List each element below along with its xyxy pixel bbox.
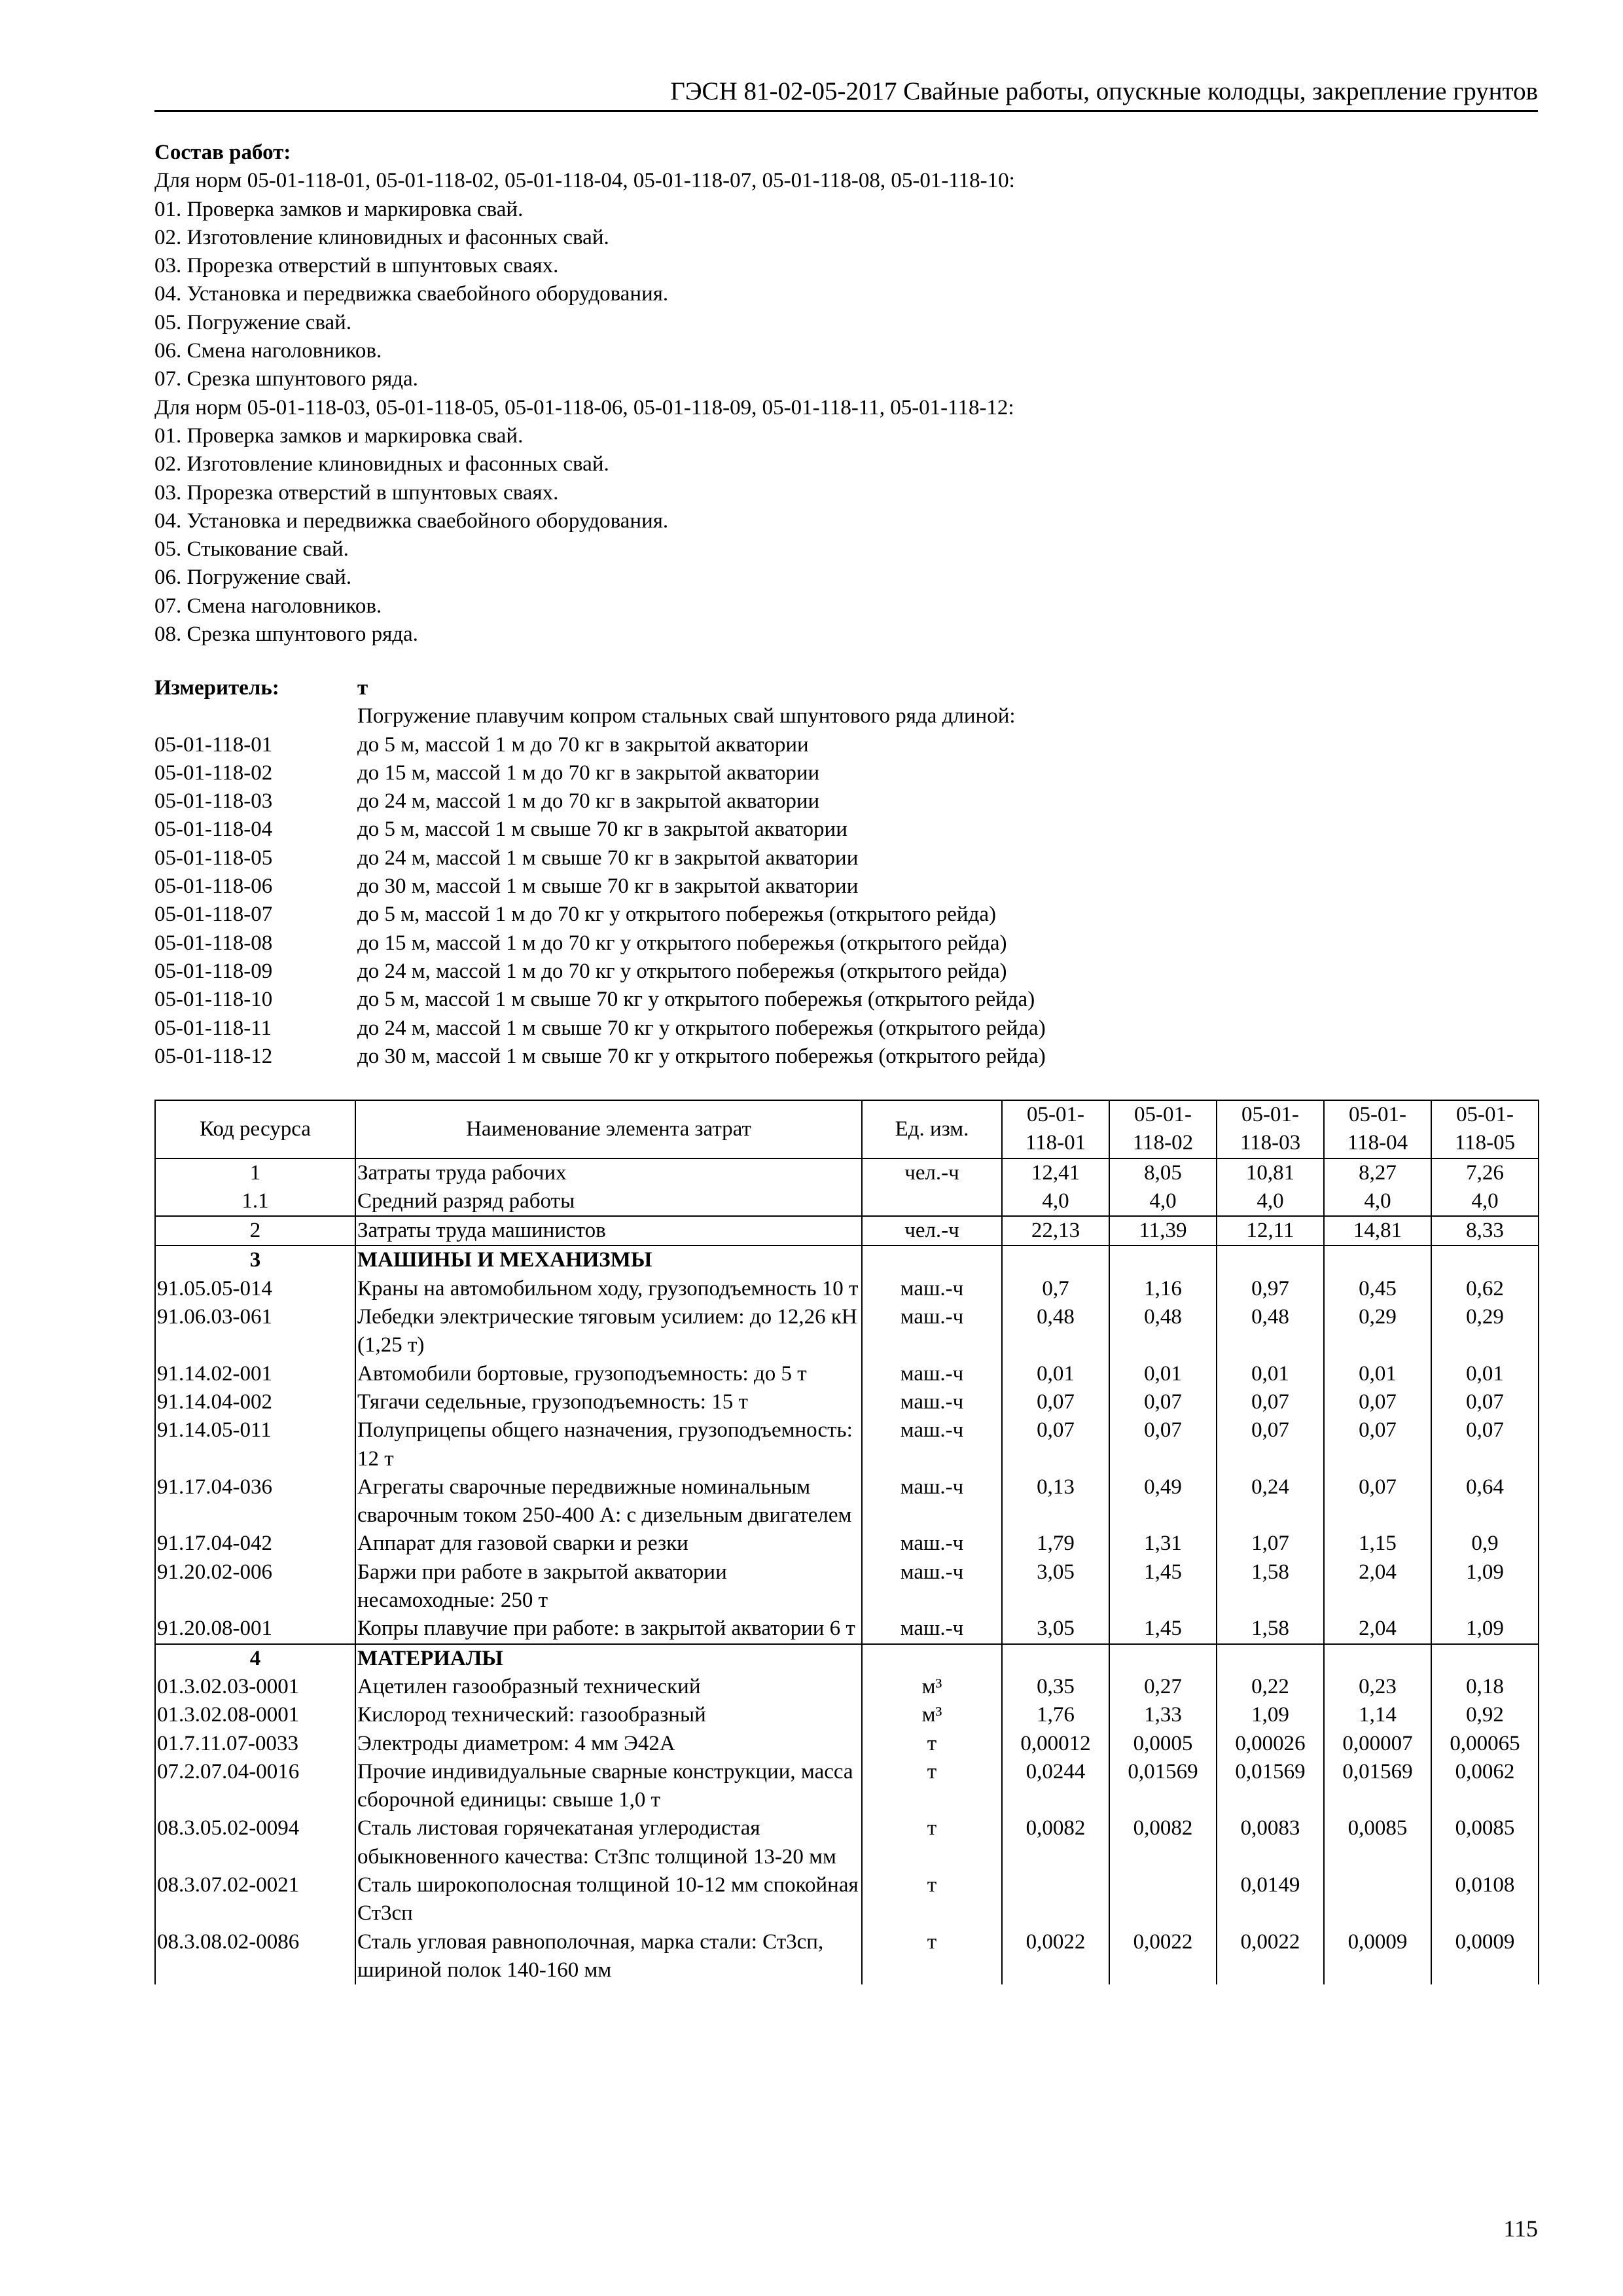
norm-value: 11,39 [1109,1216,1217,1246]
norm-value [1324,1644,1431,1673]
resource-code: 2 [155,1216,355,1246]
resource-code: 91.14.02-001 [155,1360,355,1388]
document-title: ГЭСН 81-02-05-2017 Свайные работы, опускные колодцы, закрепление грунтов [670,77,1538,105]
norm-value: 0,0108 [1431,1871,1539,1928]
list-item: 02. Изготовление клиновидных и фасонных свай. [154,225,609,249]
norm-value: 0,0022 [1109,1928,1217,1985]
resource-unit: маш.-ч [862,1615,1002,1643]
resource-name: Средний разряд работы [355,1187,862,1216]
norm-value [1431,1246,1539,1274]
list-item: 08. Срезка шпунтового ряда. [154,622,418,647]
resource-name: Затраты труда рабочих [355,1158,862,1187]
group1-intro: Для норм 05-01-118-01, 05-01-118-02, 05-01-118-04, 05-01-118-07, 05-01-118-08, 05-01-118-10: [154,169,1015,193]
norm-text: до 30 м, массой 1 м свыше 70 кг у открытого побережья (открытого рейда) [357,1044,1046,1068]
resource-code: 1.1 [155,1187,355,1216]
resource-name: Агрегаты сварочные передвижные номинальным сварочным током 250-400 А: с дизельным двигателем [355,1473,862,1530]
norm-value: 0,0085 [1431,1814,1539,1871]
norm-value: 1,33 [1109,1701,1217,1729]
table-row [155,1530,1539,1558]
norm-value: 0,07 [1217,1416,1324,1473]
norm-value: 0,0062 [1431,1758,1539,1815]
norm-row [154,872,1046,901]
norm-value [1002,1644,1109,1673]
norm-value: 1,45 [1109,1558,1217,1615]
work-composition [154,139,1015,649]
resource-unit: маш.-ч [862,1530,1002,1558]
list-item: 05. Погружение свай. [154,310,352,334]
norm-text: до 15 м, массой 1 м до 70 кг в закрытой акватории [357,761,820,785]
norm-value: 0,01569 [1109,1758,1217,1815]
resource-unit: маш.-ч [862,1303,1002,1360]
norm-value [1002,1871,1109,1928]
norm-code: 05-01-118-02 [154,761,273,785]
column-header-norm: 05-01- 118-02 [1109,1100,1217,1158]
norm-row [154,986,1046,1014]
column-header-name: Наименование элемента затрат [355,1100,862,1158]
resource-name: Автомобили бортовые, грузоподъемность: до 5 т [355,1360,862,1388]
norm-code: 05-01-118-01 [154,732,273,757]
norm-text: до 5 м, массой 1 м до 70 кг у открытого побережья (открытого рейда) [357,903,997,927]
norm-value [1217,1246,1324,1274]
norm-value: 22,13 [1002,1216,1109,1246]
measure-intro: Погружение плавучим копром стальных свай шпунтового ряда длиной: [357,704,1016,728]
table-row [155,1730,1539,1758]
column-header-norm: 05-01- 118-03 [1217,1100,1324,1158]
norm-value: 7,26 [1431,1158,1539,1187]
norm-value: 1,76 [1002,1701,1109,1729]
norm-value: 0,07 [1109,1388,1217,1416]
norm-value: 1,58 [1217,1615,1324,1643]
table-row [155,1187,1539,1216]
resource-code: 07.2.07.04-0016 [155,1758,355,1815]
resource-code: 01.3.02.08-0001 [155,1701,355,1729]
norm-value [1002,1246,1109,1274]
norm-value: 0,27 [1109,1673,1217,1701]
norm-value: 2,04 [1324,1615,1431,1643]
resource-code: 01.3.02.03-0001 [155,1673,355,1701]
resource-name: Электроды диаметром: 4 мм Э42А [355,1730,862,1758]
norm-value: 0,01 [1324,1360,1431,1388]
resource-name: Тягачи седельные, грузоподъемность: 15 т [355,1388,862,1416]
resource-unit: маш.-ч [862,1558,1002,1615]
resource-unit: маш.-ч [862,1388,1002,1416]
resource-name: Ацетилен газообразный технический [355,1673,862,1701]
table-header-row [155,1100,1539,1158]
norm-value: 0,0083 [1217,1814,1324,1871]
measure-label: Измеритель: [154,676,279,700]
norm-value: 1,07 [1217,1530,1324,1558]
norm-value: 10,81 [1217,1158,1324,1187]
norm-value: 0,64 [1431,1473,1539,1530]
resource-code: 08.3.08.02-0086 [155,1928,355,1985]
norm-value [1324,1246,1431,1274]
norm-value [1431,1644,1539,1673]
norm-value: 0,97 [1217,1275,1324,1303]
norm-value: 0,7 [1002,1275,1109,1303]
resource-table [154,1100,1539,1984]
norm-value: 0,07 [1002,1416,1109,1473]
norm-value: 0,0022 [1002,1928,1109,1985]
list-item: 02. Изготовление клиновидных и фасонных свай. [154,452,609,476]
norm-value: 1,09 [1431,1558,1539,1615]
norm-row [154,901,1046,929]
table-body [155,1158,1539,1985]
measure-intro-row [154,702,1046,730]
norm-value: 0,0244 [1002,1758,1109,1815]
resource-code: 91.14.05-011 [155,1416,355,1473]
list-item: 06. Смена наголовников. [154,339,382,363]
norm-value [1324,1871,1431,1928]
resource-unit: т [862,1730,1002,1758]
resource-code: 91.05.05-014 [155,1275,355,1303]
norm-value [1109,1644,1217,1673]
resource-code: 1 [155,1158,355,1187]
norm-code: 05-01-118-10 [154,988,273,1012]
table-row [155,1701,1539,1729]
norm-row [154,929,1046,958]
resource-unit: маш.-ч [862,1275,1002,1303]
norm-value: 0,35 [1002,1673,1109,1701]
norm-value: 0,18 [1431,1673,1539,1701]
norm-value: 0,22 [1217,1673,1324,1701]
resource-name: Затраты труда машинистов [355,1216,862,1246]
resource-code: 91.14.04-002 [155,1388,355,1416]
resource-unit: т [862,1871,1002,1928]
norm-value: 1,58 [1217,1558,1324,1615]
norm-row [154,731,1046,759]
norm-value: 0,0082 [1002,1814,1109,1871]
table-section-row [155,1246,1539,1274]
norm-value: 0,29 [1324,1303,1431,1360]
norm-value: 1,09 [1431,1615,1539,1643]
table-row [155,1275,1539,1303]
norm-value: 0,00026 [1217,1730,1324,1758]
table-row [155,1928,1539,1985]
norm-value: 0,00007 [1324,1730,1431,1758]
norm-value: 0,07 [1324,1416,1431,1473]
norm-row [154,1043,1046,1071]
resource-name: МАТЕРИАЛЫ [355,1644,862,1673]
norm-value: 0,48 [1217,1303,1324,1360]
norm-value: 0,01 [1002,1360,1109,1388]
norm-row [154,787,1046,816]
resource-code: 91.20.08-001 [155,1615,355,1643]
list-item: 04. Установка и передвижка сваебойного оборудования. [154,282,669,306]
resource-code: 4 [155,1644,355,1673]
list-item: 05. Стыкование свай. [154,537,349,562]
resource-name: МАШИНЫ И МЕХАНИЗМЫ [355,1246,862,1274]
norm-value: 1,31 [1109,1530,1217,1558]
column-header-unit: Ед. изм. [862,1100,1002,1158]
norm-value: 0,0022 [1217,1928,1324,1985]
table-row [155,1615,1539,1643]
norm-value: 1,16 [1109,1275,1217,1303]
resource-unit [862,1644,1002,1673]
resource-unit: чел.-ч [862,1158,1002,1187]
norm-text: до 15 м, массой 1 м до 70 кг у открытого побережья (открытого рейда) [357,931,1007,955]
resource-name: Сталь широкополосная толщиной 10-12 мм спокойная Ст3сп [355,1871,862,1928]
page-number: 115 [1503,2215,1538,2242]
resource-unit: маш.-ч [862,1360,1002,1388]
table-row [155,1871,1539,1928]
norm-text: до 5 м, массой 1 м свыше 70 кг у открытого побережья (открытого рейда) [357,988,1035,1012]
table-row [155,1360,1539,1388]
table-row [155,1814,1539,1871]
norm-text: до 24 м, массой 1 м свыше 70 кг в закрытой акватории [357,846,859,870]
resource-name: Баржи при работе в закрытой акватории несамоходные: 250 т [355,1558,862,1615]
norm-value: 0,01 [1431,1360,1539,1388]
norm-value: 12,41 [1002,1158,1109,1187]
norm-value: 0,07 [1324,1473,1431,1530]
norm-value: 0,24 [1217,1473,1324,1530]
table-row [155,1558,1539,1615]
resource-name: Сталь листовая горячекатаная углеродистая обыкновенного качества: Ст3пс толщиной 13-20 мм [355,1814,862,1871]
norm-value: 0,00012 [1002,1730,1109,1758]
column-header-norm: 05-01- 118-04 [1324,1100,1431,1158]
norm-code: 05-01-118-09 [154,959,273,983]
resource-name: Лебедки электрические тяговым усилием: до 12,26 кН (1,25 т) [355,1303,862,1360]
resource-name: Копры плавучие при работе: в закрытой акватории 6 т [355,1615,862,1643]
norm-value: 8,05 [1109,1158,1217,1187]
norm-value: 8,27 [1324,1158,1431,1187]
list-item: 03. Прорезка отверстий в шпунтовых сваях. [154,480,559,505]
norm-code: 05-01-118-05 [154,846,273,870]
norm-code: 05-01-118-08 [154,931,273,955]
norm-value: 0,9 [1431,1530,1539,1558]
list-item: 06. Погружение свай. [154,565,352,590]
list-item: 01. Проверка замков и маркировка свай. [154,197,524,221]
norm-value: 1,14 [1324,1701,1431,1729]
measure-unit-row [154,674,1046,702]
list-item: 04. Установка и передвижка сваебойного оборудования. [154,509,669,533]
table-row [155,1473,1539,1530]
resource-code: 08.3.07.02-0021 [155,1871,355,1928]
resource-code: 91.06.03-061 [155,1303,355,1360]
resource-unit: т [862,1758,1002,1815]
resource-unit [862,1246,1002,1274]
norm-value: 0,0009 [1324,1928,1431,1985]
norm-text: до 24 м, массой 1 м до 70 кг у открытого побережья (открытого рейда) [357,959,1007,983]
resource-unit: т [862,1814,1002,1871]
norm-code: 05-01-118-07 [154,903,273,927]
resource-unit: чел.-ч [862,1216,1002,1246]
norm-value: 0,07 [1431,1388,1539,1416]
list-item: 07. Смена наголовников. [154,594,382,618]
norm-value: 0,0009 [1431,1928,1539,1985]
page-header [154,73,1538,112]
norm-value: 0,01569 [1217,1758,1324,1815]
resource-unit: маш.-ч [862,1473,1002,1530]
norm-code: 05-01-118-04 [154,817,273,842]
resource-code: 3 [155,1246,355,1274]
resource-code: 91.17.04-042 [155,1530,355,1558]
norm-code: 05-01-118-11 [154,1016,272,1040]
norm-value: 0,07 [1324,1388,1431,1416]
norm-value: 1,09 [1217,1701,1324,1729]
norm-value: 2,04 [1324,1558,1431,1615]
norm-text: до 5 м, массой 1 м свыше 70 кг в закрытой акватории [357,817,847,842]
measure-unit: т [357,676,368,700]
resource-name: Аппарат для газовой сварки и резки [355,1530,862,1558]
norm-row [154,816,1046,844]
column-header-code: Код ресурса [155,1100,355,1158]
work-composition-heading: Состав работ: [154,141,291,164]
norm-value: 0,45 [1324,1275,1431,1303]
norm-value: 0,00065 [1431,1730,1539,1758]
norm-value: 0,13 [1002,1473,1109,1530]
resource-name: Кислород технический: газообразный [355,1701,862,1729]
norm-value: 3,05 [1002,1615,1109,1643]
resource-code: 01.7.11.07-0033 [155,1730,355,1758]
group2-intro: Для норм 05-01-118-03, 05-01-118-05, 05-01-118-06, 05-01-118-09, 05-01-118-11, 05-01-118-12: [154,395,1014,420]
norm-value [1109,1871,1217,1928]
norm-value: 0,01 [1109,1360,1217,1388]
table-row [155,1416,1539,1473]
norm-value: 0,0005 [1109,1730,1217,1758]
norm-value: 0,49 [1109,1473,1217,1530]
norm-row [154,759,1046,787]
norm-value: 4,0 [1002,1187,1109,1216]
resource-unit: м³ [862,1701,1002,1729]
norm-value: 3,05 [1002,1558,1109,1615]
norm-value: 4,0 [1217,1187,1324,1216]
norm-value: 0,92 [1431,1701,1539,1729]
norm-text: до 24 м, массой 1 м до 70 кг в закрытой акватории [357,789,820,814]
norm-code: 05-01-118-06 [154,874,273,899]
norm-value: 8,33 [1431,1216,1539,1246]
resource-unit [862,1187,1002,1216]
norm-value [1109,1246,1217,1274]
table-row [155,1388,1539,1416]
norm-value: 0,01569 [1324,1758,1431,1815]
table-row [155,1158,1539,1187]
norm-value: 12,11 [1217,1216,1324,1246]
resource-code: 91.20.02-006 [155,1558,355,1615]
resource-name: Прочие индивидуальные сварные конструкции, масса сборочной единицы: свыше 1,0 т [355,1758,862,1815]
norm-value: 0,23 [1324,1673,1431,1701]
resource-name: Сталь угловая равнополочная, марка стали: Ст3сп, шириной полок 140-160 мм [355,1928,862,1985]
norm-row [154,1014,1046,1043]
norm-value: 4,0 [1324,1187,1431,1216]
norm-value: 1,45 [1109,1615,1217,1643]
norm-value: 0,07 [1109,1416,1217,1473]
norm-code: 05-01-118-03 [154,789,273,814]
norm-text: до 30 м, массой 1 м свыше 70 кг в закрытой акватории [357,874,859,899]
norm-code: 05-01-118-12 [154,1044,273,1068]
table-section-row [155,1644,1539,1673]
norm-value: 0,0085 [1324,1814,1431,1871]
table-row [155,1673,1539,1701]
norm-value: 0,48 [1002,1303,1109,1360]
norm-value: 0,07 [1431,1416,1539,1473]
norm-value: 0,48 [1109,1303,1217,1360]
norm-text: до 24 м, массой 1 м свыше 70 кг у открытого побережья (открытого рейда) [357,1016,1046,1040]
norm-value: 14,81 [1324,1216,1431,1246]
column-header-norm: 05-01- 118-01 [1002,1100,1109,1158]
norm-value: 4,0 [1431,1187,1539,1216]
norm-value [1217,1644,1324,1673]
norm-text: до 5 м, массой 1 м до 70 кг в закрытой акватории [357,732,809,757]
measure-block [154,674,1046,1071]
resource-code: 08.3.05.02-0094 [155,1814,355,1871]
resource-code: 91.17.04-036 [155,1473,355,1530]
norm-value: 1,79 [1002,1530,1109,1558]
table-row [155,1758,1539,1815]
norm-row [154,958,1046,986]
norm-value: 0,07 [1002,1388,1109,1416]
table-row [155,1303,1539,1360]
norm-value: 1,15 [1324,1530,1431,1558]
list-item: 03. Прорезка отверстий в шпунтовых сваях. [154,254,559,278]
resource-name: Полуприцепы общего назначения, грузоподъемность: 12 т [355,1416,862,1473]
resource-unit: м³ [862,1673,1002,1701]
resource-unit: маш.-ч [862,1416,1002,1473]
norm-row [154,844,1046,872]
norm-value: 0,0082 [1109,1814,1217,1871]
column-header-norm: 05-01- 118-05 [1431,1100,1539,1158]
norm-value: 0,0149 [1217,1871,1324,1928]
list-item: 07. Срезка шпунтового ряда. [154,367,418,391]
norm-value: 0,07 [1217,1388,1324,1416]
norm-value: 4,0 [1109,1187,1217,1216]
resource-name: Краны на автомобильном ходу, грузоподъемность 10 т [355,1275,862,1303]
resource-unit: т [862,1928,1002,1985]
norm-value: 0,29 [1431,1303,1539,1360]
list-item: 01. Проверка замков и маркировка свай. [154,423,524,448]
norm-value: 0,62 [1431,1275,1539,1303]
table-row [155,1216,1539,1246]
norm-value: 0,01 [1217,1360,1324,1388]
